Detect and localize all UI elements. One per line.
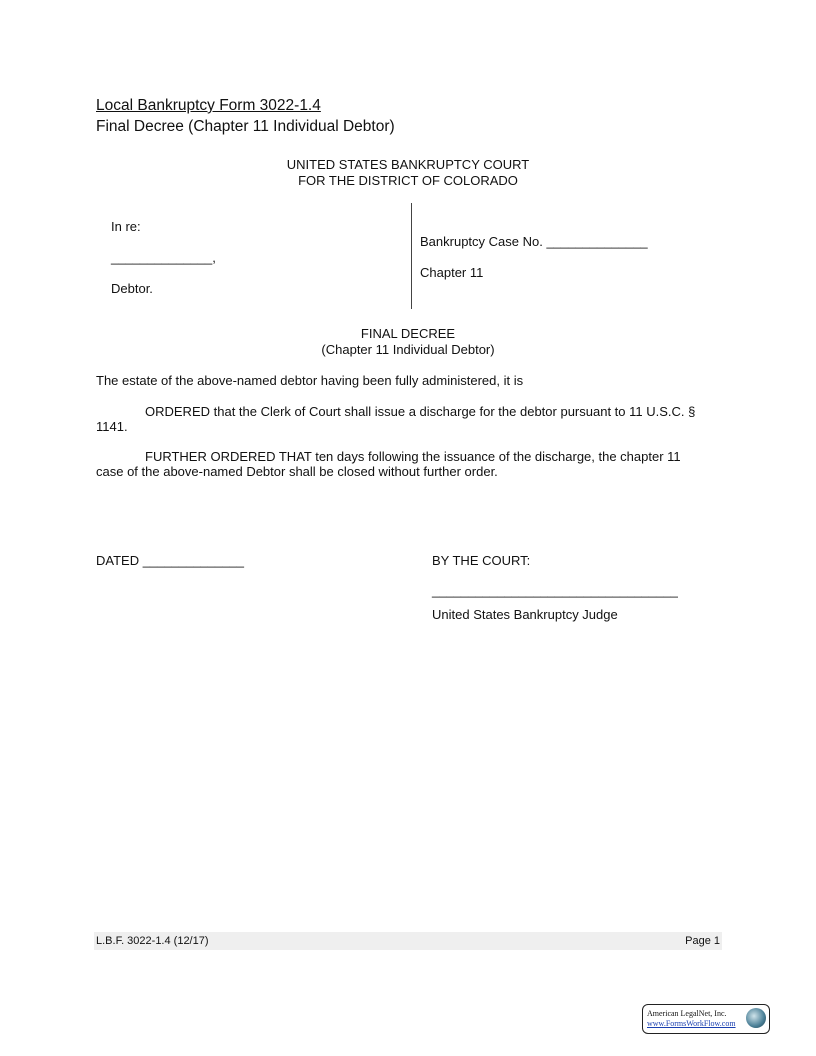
order-paragraph-1: ORDERED that the Clerk of Court shall issue a discharge for the debtor pursuant to 11 U.S.C. §	[145, 404, 696, 419]
signature-line: __________________________________	[432, 583, 678, 598]
debtor-label: Debtor.	[111, 281, 153, 296]
form-number: Local Bankruptcy Form 3022-1.4	[96, 97, 321, 114]
court-district: FOR THE DISTRICT OF COLORADO	[298, 173, 518, 188]
court-name: UNITED STATES BANKRUPTCY COURT	[286, 157, 530, 172]
order-paragraph-2: FURTHER ORDERED THAT ten days following the issuance of the discharge, the chapter 11	[145, 449, 681, 464]
debtor-name-blank: ______________,	[111, 250, 216, 265]
form-title: Final Decree (Chapter 11 Individual Debtor)	[96, 118, 395, 135]
order-paragraph-2-cont: case of the above-named Debtor shall be closed without further order.	[96, 464, 498, 479]
case-number: Bankruptcy Case No. ______________	[420, 234, 648, 249]
page-footer	[94, 932, 722, 950]
decree-title: FINAL DECREE	[360, 326, 456, 341]
by-the-court: BY THE COURT:	[432, 553, 531, 568]
chapter-label: Chapter 11	[420, 265, 484, 280]
american-legalnet-logo[interactable]	[642, 1004, 770, 1034]
logo-url[interactable]: www.FormsWorkFlow.com	[647, 1019, 736, 1028]
globe-icon	[746, 1008, 766, 1028]
logo-company: American LegalNet, Inc.	[647, 1009, 727, 1018]
order-paragraph-1-cont: 1141.	[96, 419, 128, 434]
in-re-label: In re:	[111, 219, 141, 234]
decree-subtitle: (Chapter 11 Individual Debtor)	[321, 342, 495, 357]
page-number: Page 1	[685, 935, 720, 947]
intro-text: The estate of the above-named debtor having been fully administered, it is	[96, 373, 524, 388]
form-code: L.B.F. 3022-1.4 (12/17)	[96, 935, 209, 947]
dated-field: DATED ______________	[96, 553, 244, 568]
caption-divider	[411, 203, 412, 309]
judge-title: United States Bankruptcy Judge	[432, 607, 618, 622]
